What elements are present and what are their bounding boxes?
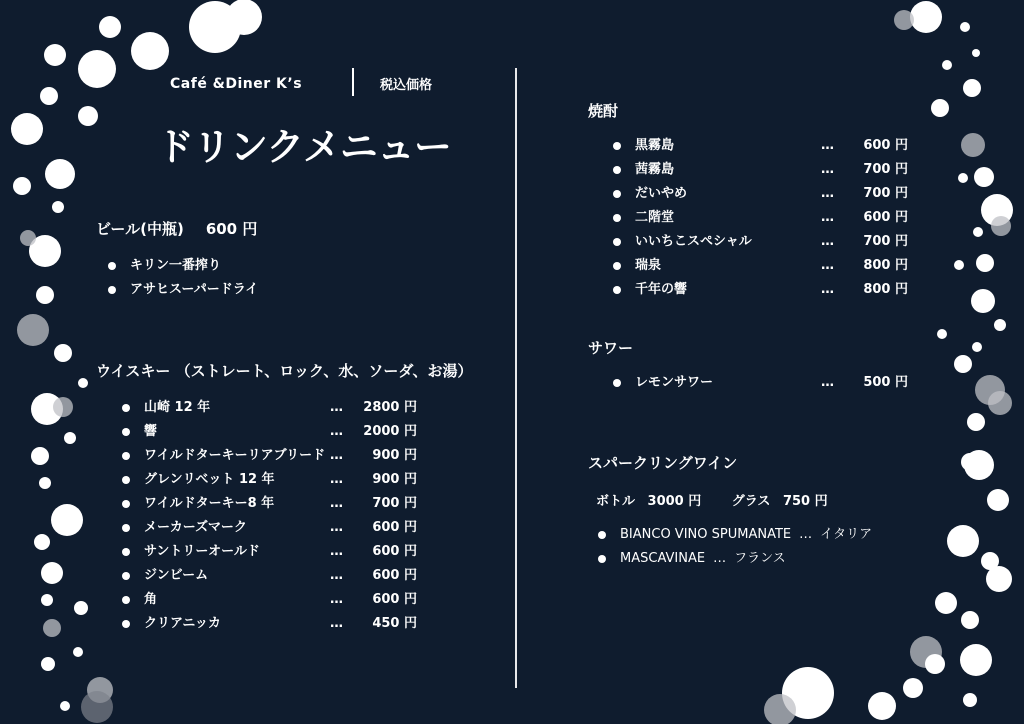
item-price: 600 円 <box>863 210 908 225</box>
item-price: 2800 円 <box>363 400 417 415</box>
bubble-circle <box>39 477 51 489</box>
list-item <box>613 278 913 302</box>
item-price: 600 円 <box>372 592 417 607</box>
glass-price: 750 円 <box>782 494 828 509</box>
tax-note: 税込価格 <box>380 78 433 93</box>
item-price: 800 円 <box>863 258 908 273</box>
sparkling-heading: スパークリングワイン <box>588 454 738 472</box>
bubble-circle <box>973 227 983 237</box>
bubble-circle <box>971 289 995 313</box>
wine-origin: フランス <box>734 551 786 566</box>
bubble-circle <box>931 99 949 117</box>
bubble-circle <box>958 173 968 183</box>
bullet-icon <box>122 620 130 628</box>
item-price: 600 円 <box>372 544 417 559</box>
beer-heading-label: ビール(中瓶) <box>96 220 184 238</box>
leader-ellipsis: … <box>330 496 343 511</box>
bubble-circle <box>967 413 985 431</box>
bubble-circle <box>73 647 83 657</box>
bubble-circle <box>51 504 83 536</box>
bullet-icon <box>122 476 130 484</box>
leader-ellipsis: … <box>821 234 834 249</box>
list-item <box>122 444 422 468</box>
bubble-circle <box>78 50 116 88</box>
leader-ellipsis: … <box>821 138 834 153</box>
bubble-circle <box>868 692 896 720</box>
list-item <box>122 612 422 636</box>
list-item <box>122 564 422 588</box>
bullet-icon <box>598 555 606 563</box>
bubble-circle <box>974 167 994 187</box>
bubble-circle <box>226 0 262 35</box>
leader-ellipsis: … <box>821 258 834 273</box>
item-name: いいちこスペシャル <box>635 234 752 249</box>
bubble-circle <box>11 113 43 145</box>
bubble-circle <box>81 691 113 723</box>
item-name: 千年の響 <box>635 282 688 297</box>
list-item <box>122 540 422 564</box>
bubble-circle <box>78 106 98 126</box>
bullet-icon <box>613 166 621 174</box>
item-price: 700 円 <box>863 186 908 201</box>
sour-list <box>613 371 913 395</box>
bullet-icon <box>122 404 130 412</box>
item-name: ジンビーム <box>144 568 209 583</box>
item-price: 900 円 <box>372 448 417 463</box>
bubble-circle <box>935 592 957 614</box>
bullet-icon <box>108 286 116 294</box>
leader-ellipsis: … <box>330 616 343 631</box>
list-item <box>122 492 422 516</box>
bubble-circle <box>987 489 1009 511</box>
shop-name: Café &Diner K’s <box>170 76 303 92</box>
wine-name: MASCAVINAE <box>620 551 706 566</box>
item-name: グレンリベット 12 年 <box>144 472 275 487</box>
leader-ellipsis: … <box>821 375 834 390</box>
bubble-circle <box>41 657 55 671</box>
bubble-circle <box>960 22 970 32</box>
bullet-icon <box>122 572 130 580</box>
leader-ellipsis: … <box>330 400 343 415</box>
item-name: 角 <box>144 592 158 607</box>
list-item <box>613 254 913 278</box>
bullet-icon <box>122 500 130 508</box>
item-name: キリン一番搾り <box>130 258 222 273</box>
bubble-circle <box>925 654 945 674</box>
item-name: クリアニッカ <box>144 616 221 631</box>
bubble-circle <box>960 644 992 676</box>
bubble-circle <box>937 329 947 339</box>
bubble-circle <box>994 319 1006 331</box>
leader-ellipsis: … <box>330 520 343 535</box>
bubble-circle <box>961 133 985 157</box>
bubble-circle <box>963 79 981 97</box>
list-item <box>613 371 913 395</box>
bullet-icon <box>108 262 116 270</box>
bubble-circle <box>764 694 796 724</box>
wine-name-line <box>620 547 786 571</box>
bubble-circle <box>942 60 952 70</box>
item-price: 800 円 <box>863 282 908 297</box>
item-name: だいやめ <box>635 186 688 201</box>
bubble-circle <box>964 450 994 480</box>
bubble-circle <box>131 32 169 70</box>
bullet-icon <box>122 452 130 460</box>
list-item <box>598 547 958 571</box>
shochu-list <box>613 134 913 302</box>
leader-ellipsis: … <box>330 448 343 463</box>
sparkling-price-line <box>596 490 828 509</box>
item-name: 山崎 12 年 <box>144 400 211 415</box>
item-name: アサヒスーパードライ <box>130 282 259 297</box>
bubble-circle <box>972 342 982 352</box>
leader-ellipsis: … <box>330 592 343 607</box>
item-price: 600 円 <box>863 138 908 153</box>
glass-label: グラス <box>731 494 771 509</box>
bubble-circle <box>954 355 972 373</box>
bubble-circle <box>954 260 964 270</box>
item-name: ワイルドターキー8 年 <box>144 496 275 511</box>
bubble-circle <box>99 16 121 38</box>
item-price: 450 円 <box>372 616 417 631</box>
bubble-circle <box>52 201 64 213</box>
bullet-icon <box>122 596 130 604</box>
list-item <box>613 182 913 206</box>
bubble-circle <box>78 378 88 388</box>
bubble-circle <box>910 1 942 33</box>
bubble-circle <box>20 230 36 246</box>
list-item <box>613 206 913 230</box>
bullet-icon <box>613 142 621 150</box>
item-price: 700 円 <box>863 162 908 177</box>
bullet-icon <box>613 190 621 198</box>
bubble-circle <box>988 391 1012 415</box>
bubble-circle <box>17 314 49 346</box>
bubble-circle <box>74 601 88 615</box>
item-price: 600 円 <box>372 568 417 583</box>
bubble-circle <box>13 177 31 195</box>
leader-ellipsis: … <box>821 186 834 201</box>
bullet-icon <box>613 379 621 387</box>
bubble-circle <box>53 397 73 417</box>
bubble-circle <box>991 216 1011 236</box>
wine-origin: イタリア <box>820 527 873 542</box>
item-price: 700 円 <box>863 234 908 249</box>
list-item <box>613 230 913 254</box>
item-name: サントリーオールド <box>144 544 260 559</box>
sour-heading: サワー <box>588 339 634 357</box>
leader-ellipsis: … <box>713 551 727 566</box>
bubble-circle <box>976 254 994 272</box>
bottle-price: 3000 円 <box>647 494 702 509</box>
wine-name-line <box>620 523 872 547</box>
wine-list <box>598 523 958 571</box>
list-item <box>122 420 422 444</box>
page-title: ドリンクメニュー <box>156 125 451 169</box>
item-name: メーカーズマーク <box>144 520 247 535</box>
bubble-circle <box>903 678 923 698</box>
item-price: 500 円 <box>863 375 908 390</box>
bullet-icon <box>122 524 130 532</box>
bubble-circle <box>54 344 72 362</box>
leader-ellipsis: … <box>330 544 343 559</box>
item-name: 瑞泉 <box>635 258 662 273</box>
bullet-icon <box>122 548 130 556</box>
bubble-circle <box>45 159 75 189</box>
whisky-heading: ウイスキー （ストレート、ロック、水、ソーダ、お湯） <box>96 362 473 380</box>
whisky-list <box>122 396 422 636</box>
bubble-circle <box>972 49 980 57</box>
leader-ellipsis: … <box>330 568 343 583</box>
list-item <box>613 158 913 182</box>
leader-ellipsis: … <box>330 424 343 439</box>
list-item <box>122 516 422 540</box>
bubble-circle <box>64 432 76 444</box>
bubble-circle <box>31 447 49 465</box>
leader-ellipsis: … <box>799 527 813 542</box>
bubble-circle <box>36 286 54 304</box>
list-item <box>122 588 422 612</box>
bullet-icon <box>613 286 621 294</box>
bullet-icon <box>122 428 130 436</box>
list-item <box>122 396 422 420</box>
bubble-circle <box>41 562 63 584</box>
bubble-circle <box>41 594 53 606</box>
beer-list <box>108 254 408 302</box>
item-price: 700 円 <box>372 496 417 511</box>
list-item <box>122 468 422 492</box>
bullet-icon <box>613 214 621 222</box>
column-divider <box>515 68 517 688</box>
bullet-icon <box>613 262 621 270</box>
bubble-circle <box>986 566 1012 592</box>
bubble-circle <box>961 611 979 629</box>
bubble-circle <box>34 534 50 550</box>
bubble-circle <box>43 619 61 637</box>
item-name: レモンサワー <box>635 375 714 390</box>
leader-ellipsis: … <box>330 472 343 487</box>
bullet-icon <box>598 531 606 539</box>
header-separator <box>352 68 354 96</box>
bubble-circle <box>44 44 66 66</box>
bubble-circle <box>894 10 914 30</box>
item-price: 600 円 <box>372 520 417 535</box>
leader-ellipsis: … <box>821 282 834 297</box>
bullet-icon <box>613 238 621 246</box>
list-item <box>108 254 408 278</box>
item-price: 900 円 <box>372 472 417 487</box>
list-item <box>598 523 958 547</box>
item-price: 2000 円 <box>363 424 417 439</box>
bubble-circle <box>963 693 977 707</box>
beer-price: 600 円 <box>205 220 258 238</box>
leader-ellipsis: … <box>821 210 834 225</box>
bubble-circle <box>60 701 70 711</box>
wine-name: BIANCO VINO SPUMANATE <box>620 527 792 542</box>
list-item <box>613 134 913 158</box>
item-name: 二階堂 <box>635 210 675 225</box>
leader-ellipsis: … <box>821 162 834 177</box>
item-name: ワイルドターキーリアブリード <box>144 448 326 463</box>
item-name: 黒霧島 <box>635 138 675 153</box>
bubble-circle <box>40 87 58 105</box>
item-name: 茜霧島 <box>635 162 675 177</box>
bottle-label: ボトル <box>596 494 636 509</box>
shochu-heading: 焼酎 <box>588 102 619 120</box>
item-name: 響 <box>144 424 158 439</box>
beer-heading <box>96 218 257 239</box>
list-item <box>108 278 408 302</box>
